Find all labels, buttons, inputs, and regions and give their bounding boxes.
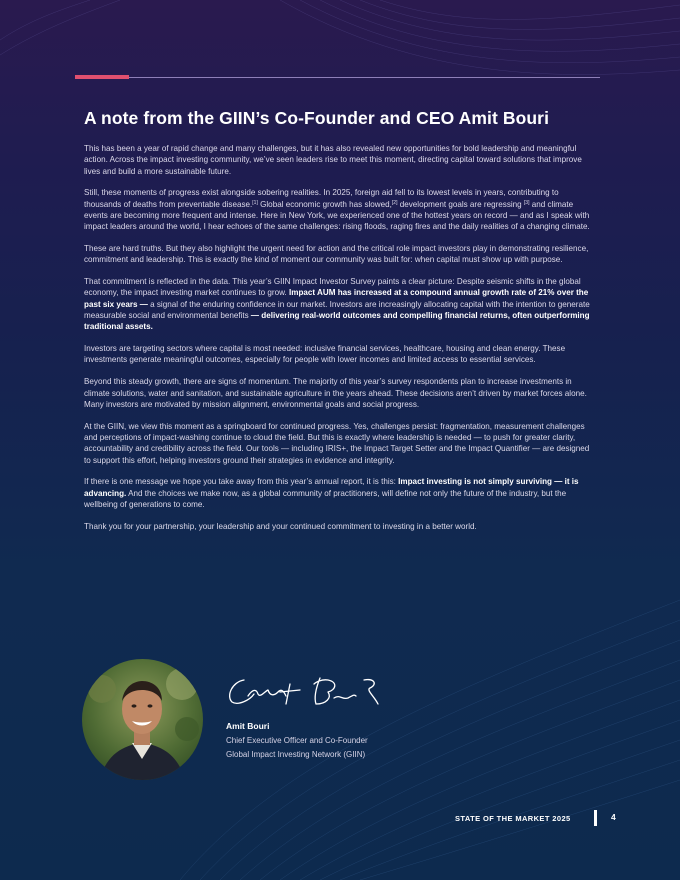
highlight-growth: Impact AUM has increased at a compound annual growth rate of 21% over the past six years — bbox=[84, 288, 589, 309]
header-accent-bar bbox=[75, 75, 129, 79]
ceo-portrait-photo bbox=[82, 659, 203, 780]
signature bbox=[224, 670, 384, 710]
signatory-name: Amit Bouri bbox=[226, 721, 270, 731]
paragraph-7: At the GIIN, we view this moment as a springboard for continued progress. Yes, challenges persist: fragmentation, measurement challenges and perceptions of impact-washing continue to cloud the field. But this is exactly where leadership is needed — to push for greater clarity, accountability and credibility across the field. Our tools — including IRIS+, the Impact Target Setter and the Impact Quantifier — are designed to support this effort, helping investors ground their strategies in evidence and integrity. bbox=[84, 421, 590, 465]
signatory-role: Chief Executive Officer and Co-Founder bbox=[226, 736, 368, 745]
highlight-returns: — delivering real-world outcomes and compelling financial returns, often outperforming traditional assets. bbox=[84, 311, 590, 332]
paragraph-5: Investors are targeting sectors where capital is most needed: inclusive financial services, healthcare, housing and clean energy. These investments generate meaningful outcomes, especially for people with lower incomes and limited access to essential services. bbox=[84, 344, 566, 365]
paragraph-3: These are hard truths. But they also highlight the urgent need for action and the critical role impact investors play in demonstrating resilience, commitment and leadership. This is exactly the kind of moment our community was built for: when capital must show up with purpose. bbox=[84, 244, 589, 265]
letter-body bbox=[84, 143, 598, 543]
paragraph-8: If there is one message we hope you take away from this year’s annual report, it is this: Impact investing is not simply surviving — it is advancing. And the choices we make now, as a global community of practitioners, will define not only the future of the industry, but the wellbeing of generations to come. bbox=[84, 477, 579, 509]
paragraph-1: This has been a year of rapid change and many challenges, but it has also revealed new opportunities for bold leadership and meaningful action. Across the impact investing community, we’ve seen leaders rise to meet this moment, directing capital toward solutions that improve lives and build a more sustainable future. bbox=[84, 144, 582, 176]
header-rule bbox=[75, 77, 600, 78]
footnote-ref-2[interactable]: [2] bbox=[391, 199, 398, 206]
paragraph-2: Still, these moments of progress exist alongside sobering realities. In 2025, foreign aid fell to its lowest levels in years, contributing to thousands of deaths from preventable disease.[1] Global economic growth has slowed,[2] development goals are regressing [3] and climate events are becoming more frequent and intense. Here in New York, we experienced one of the hottest years on record — and as I speak with impact leaders around the world, I hear echoes of the same challenges: rising floods, raging fires and the daily realities of a changing climate. bbox=[84, 188, 590, 232]
page-title: A note from the GIIN’s Co-Founder and CEO Amit Bouri bbox=[84, 108, 550, 128]
paragraph-6: Beyond this steady growth, there are signs of momentum. The majority of this year’s survey respondents plan to increase investments in climate solutions, water and sanitation, and sustainable agriculture in the years ahead. These decisions aren’t driven by market forces alone. Many investors are motivated by mission alignment, environmental goals and social progress. bbox=[84, 377, 587, 409]
highlight-advancing: Impact investing is not simply surviving — it is advancing. bbox=[84, 477, 579, 498]
paragraph-9: Thank you for your partnership, your leadership and your continued commitment to investing in a better world. bbox=[84, 521, 477, 531]
page-number: 4 bbox=[611, 812, 616, 822]
footnote-ref-1[interactable]: [1] bbox=[252, 199, 258, 206]
footnote-ref-3[interactable]: [3] bbox=[523, 199, 530, 206]
signatory-organization: Global Impact Investing Network (GIIN) bbox=[226, 750, 366, 759]
footer-divider bbox=[594, 810, 597, 826]
paragraph-4: That commitment is reflected in the data. This year’s GIIN Impact Investor Survey paints a clear picture: Despite seismic shifts in the global economy, the impact investing market continues to grow. Impact AUM has increased at a compound annual growth rate of 21% over the past six years — a signal of the enduring confidence in our market. Investors are increasingly allocating capital with the intention to generate measurable social and environmental benefits — delivering real-world outcomes and compelling financial returns, often outperforming traditional assets. bbox=[84, 277, 590, 332]
footer-report-title: STATE OF THE MARKET 2025 bbox=[455, 814, 571, 823]
